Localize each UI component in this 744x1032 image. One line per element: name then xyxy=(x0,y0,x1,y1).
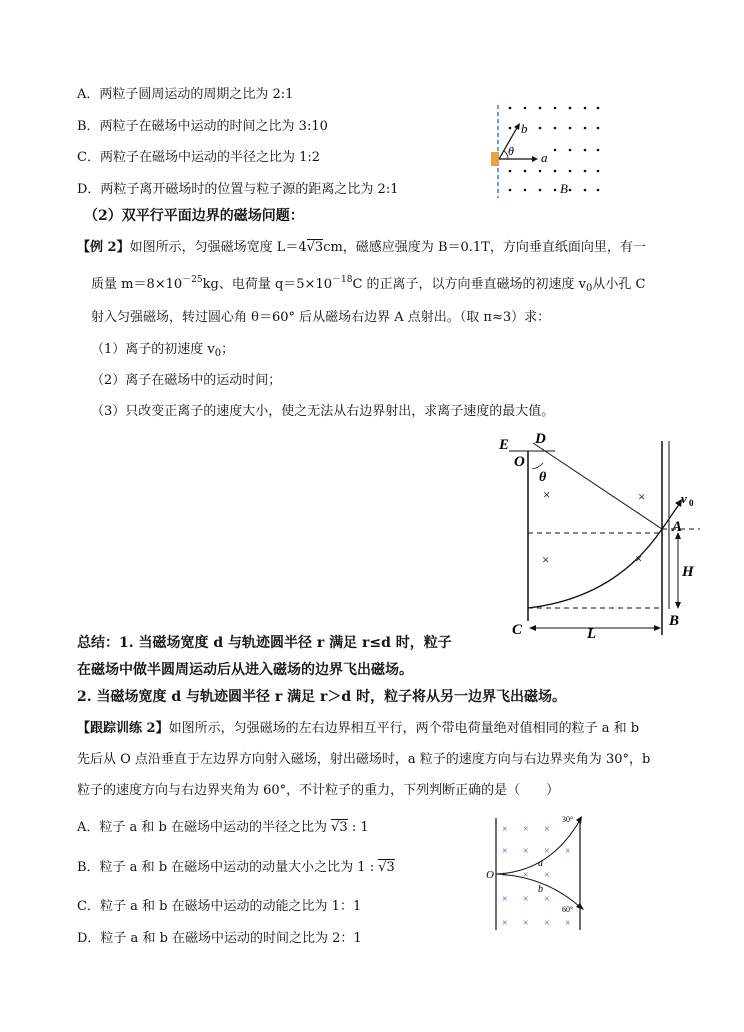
field-dots xyxy=(509,107,600,192)
svg-text:×: × xyxy=(544,846,550,857)
svg-text:×: × xyxy=(565,918,571,929)
section-heading: （2）双平行平面边界的磁场问题： xyxy=(84,208,304,224)
radius-line xyxy=(533,443,662,529)
figure-dot-field xyxy=(488,100,608,200)
svg-text:×: × xyxy=(502,824,508,835)
label-H: H xyxy=(682,564,694,580)
option-b: B．两粒子在磁场中运动的时间之比为 3:10 xyxy=(77,119,328,134)
svg-text:×: × xyxy=(544,870,550,881)
svg-text:×: × xyxy=(523,918,529,929)
followup-option-d: D．粒子 a 和 b 在磁场中运动的时间之比为 2：1 xyxy=(77,931,362,946)
label-B2: B xyxy=(669,613,680,629)
figure-parallel-boundaries xyxy=(495,433,705,643)
option-d: D．两粒子离开磁场时的位置与粒子源的距离之比为 2:1 xyxy=(77,182,399,197)
example2-tag: 【例 2】 xyxy=(77,240,130,255)
followup-option-c: C．粒子 a 和 b 在磁场中运动的动能之比为 1：1 xyxy=(77,899,362,914)
option-a: A．两粒子圆周运动的周期之比为 2:1 xyxy=(77,87,294,102)
svg-text:×: × xyxy=(523,870,529,881)
followup-line2: 先后从 O 点沿垂直于左边界方向射入磁场，射出磁场时，a 粒子的速度方向与右边界夹角为 30°，b xyxy=(77,752,651,767)
svg-text:×: × xyxy=(523,846,529,857)
svg-text:×: × xyxy=(502,918,508,929)
followup-option-a: A．粒子 a 和 b 在磁场中运动的半径之比为 √3 : 1 xyxy=(77,820,369,835)
trajectory-arc xyxy=(528,529,662,608)
field-crosses xyxy=(502,824,574,929)
svg-text:×: × xyxy=(502,894,508,905)
example2-line2: 质量 $m=8\times 10^{-25}kg$、电荷量 $q=5\times 10^{-18}C$ 的正离子，以方向垂直磁场的初速度 $v_0$从小孔 C xyxy=(91,275,646,294)
example2-q3: （3）只改变正离子的速度大小，使之无法从右边界射出，求离子速度的最大值。 xyxy=(91,404,555,419)
svg-text:×: × xyxy=(544,894,550,905)
example2-q2: （2）离子在磁场中的运动时间； xyxy=(91,373,282,388)
label-O3: O xyxy=(486,869,494,881)
label-b: b xyxy=(521,121,528,136)
label-60deg: 60° xyxy=(562,905,574,914)
label-L: L xyxy=(587,626,597,642)
svg-text:×: × xyxy=(565,846,571,857)
summary-line1: 总结：1. 当磁场宽度 d 与轨迹圆半径 r 满足 r≤d 时，粒子 xyxy=(77,635,452,651)
svg-text:×: × xyxy=(544,824,550,835)
label-A: A xyxy=(672,519,683,535)
label-b3: b xyxy=(538,884,543,895)
summary-line3: 2. 当磁场宽度 d 与轨迹圆半径 r 满足 r＞d 时，粒子将从另一边界飞出磁场。 xyxy=(77,689,567,705)
label-theta2: θ xyxy=(539,470,547,485)
svg-text:×: × xyxy=(523,894,529,905)
label-E: E xyxy=(499,437,510,453)
svg-text:×: × xyxy=(502,846,508,857)
label-v0: v xyxy=(681,491,687,506)
label-D: D xyxy=(535,433,546,447)
followup-tag: 【跟踪训练 2】 xyxy=(77,721,169,736)
label-30deg: 30° xyxy=(562,815,574,824)
option-c: C．两粒子在磁场中运动的半径之比为 1:2 xyxy=(77,150,321,165)
example2-line1: 【例 2】如图所示，匀强磁场宽度 L＝4√3cm，磁感应强度为 B＝0.1T，方向垂直纸面向里，有一 xyxy=(77,240,646,255)
label-a3: a xyxy=(538,858,543,869)
sqrt-3: √3 xyxy=(306,240,324,255)
followup-line3: 粒子的速度方向与右边界夹角为 60°，不计粒子的重力，下列判断正确的是（ ） xyxy=(77,783,560,798)
label-O: O xyxy=(514,454,525,470)
followup-option-b: B．粒子 a 和 b 在磁场中运动的动量大小之比为 1 : √3 xyxy=(77,860,395,875)
example2-q1: （1）离子的初速度 $v_0$； xyxy=(91,342,235,359)
label-C: C xyxy=(512,622,523,638)
svg-text:×: × xyxy=(544,918,550,929)
field-x-4: × xyxy=(635,551,643,566)
field-x-3: × xyxy=(542,552,550,567)
label-a: a xyxy=(541,150,548,165)
field-x-1: × xyxy=(543,487,551,502)
svg-text:×: × xyxy=(502,870,508,881)
followup-line1: 【跟踪训练 2】如图所示，匀强磁场的左右边界相互平行，两个带电荷量绝对值相同的粒子 a 和 b xyxy=(77,721,640,736)
label-theta: θ xyxy=(508,144,514,158)
label-v0-sub: 0 xyxy=(689,498,694,508)
label-B: B xyxy=(560,181,568,196)
summary-line2: 在磁场中做半圆周运动后从进入磁场的边界飞出磁场。 xyxy=(77,662,413,678)
svg-text:×: × xyxy=(523,824,529,835)
particle-source xyxy=(491,152,499,166)
field-x-2: × xyxy=(638,489,646,504)
example2-line3: 射入匀强磁场，转过圆心角 θ＝60° 后从磁场右边界 A 点射出。（取 π≈3）求： xyxy=(91,310,551,325)
figure-two-particles xyxy=(480,812,590,934)
